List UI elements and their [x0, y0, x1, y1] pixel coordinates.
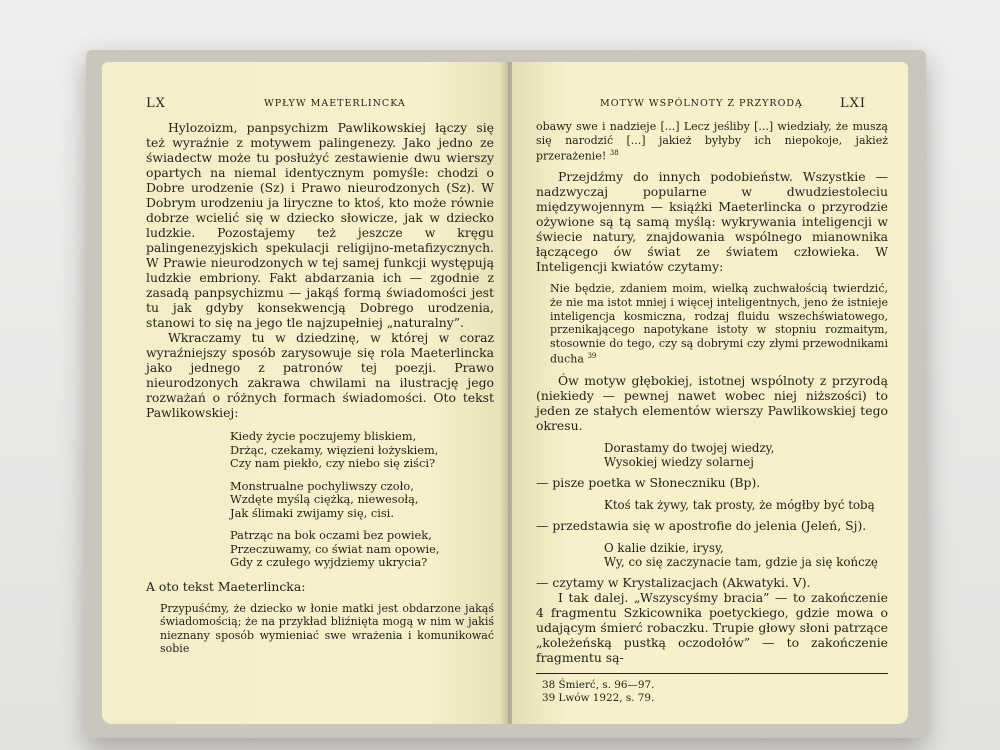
- verse-line: Ktoś tak żywy, tak prosty, że mógłby być tobą: [604, 497, 875, 512]
- stanza: [230, 529, 494, 570]
- right-page: [512, 62, 908, 724]
- stanza: [230, 430, 494, 471]
- left-page-number: LX: [146, 96, 166, 111]
- footnote: 39 Lwów 1922, s. 79.: [542, 691, 655, 704]
- intelligence-quote-text: Nie będzie, zdaniem moim, wielką zuchwałością twierdzić, że nie ma istot mniej i więcej inteligentnych, jeno że istnieje inteligencja kosmiczna, rodzaj fluidu wszechświatowego, przenikającego napotykane istoty w stopniu rozmaitym, stosownie do tego, czy są dobrymi czy złymi przewodnikami ducha: [550, 282, 888, 367]
- verse-attribution: — pisze poetka w Słoneczniku (Bp).: [536, 474, 761, 490]
- quote-continuation: [536, 120, 888, 163]
- verse-line: Wzdęte myślą ciężką, niewesołą,: [230, 492, 419, 506]
- paragraph: Przejdźmy do innych podobieństw. Wszystkie — nadzwyczaj popularne w dwudziestoleciu międzywojennym — książki Maeterlincka o przyrodzie ożywione są tą samą myślą: wykrywania inteligencji w świecie natury, znajdowania wspólnego mianownika łączącego ów świat ze światem człowieka. W Inteligencji kwiatów czytamy:: [536, 169, 888, 275]
- left-running-title: WPŁYW MAETERLINCKA: [264, 98, 406, 109]
- verse-line: Czy nam piekło, czy niebo się ziści?: [230, 456, 436, 470]
- paragraph: I tak dalej. „Wszyscyśmy bracia” — to zakończenie 4 fragmentu Szkicownika poetyckiego, gdzie mowa o udającym śmierć robaczku. Trupie głowy słoni patrzące „koleżeńską pustką oczodołów” — to zakończenie fragmentu są-: [536, 589, 888, 665]
- paragraph: Wkraczamy tu w dziedzinę, w której w coraz wyraźniejszy sposób zarysowuje się rola Maeterlincka jako jednego z patronów tej poezji. Prawo nieurodzonych zakrawa chwilami na ilustrację jego rozważań o różnych formach świadomości. Oto tekst Pawlikowskiej:: [146, 330, 494, 420]
- intelligence-quote: [550, 282, 888, 366]
- verse-line: Przeczuwamy, co świat nam opowie,: [230, 541, 440, 556]
- verse-line: Jak ślimaki zwijamy się, cisi.: [230, 505, 394, 520]
- verse-attribution: — przedstawia się w apostrofie do jelenia (Jeleń, Sj).: [536, 517, 867, 533]
- left-page-header: [146, 98, 488, 114]
- paragraph: Ów motyw głębokiej, istotnej wspólnoty z przyrodą (niekiedy — pewnej nawet wobec niej niższości) to jeden ze stałych elementów wierszy Pawlikowskiej tego okresu.: [536, 372, 888, 433]
- stanza: [230, 480, 494, 521]
- left-page-content: [146, 120, 494, 656]
- verse-attribution: — czytamy w Krystalizacjach (Akwatyki. V).: [536, 574, 811, 590]
- verse-sloneczniki: [604, 441, 888, 469]
- quote-continuation-text: obawy swe i nadzieje [...] Lecz jeśliby [...] wiedziały, że muszą się narodzić [...] jakież byłyby ich niepokoje, jakież przerażenie!: [536, 120, 888, 163]
- verse-krystalizacje: [604, 541, 888, 569]
- left-page: [102, 62, 508, 724]
- verse-line: O kalie dzikie, irysy,: [604, 540, 724, 555]
- verse-line: Patrząc na bok oczami bez powiek,: [230, 528, 432, 542]
- paragraph: Hylozoizm, panpsychizm Pawlikowskiej łączy się też wyraźnie z motywem palingenezy. Jako jedno ze świadectw może tu posłużyć zestawienie dwu wierszy opartych na niemal identycznym pomyśle: chodzi o Dobre urodzenie (Sz) i Prawo nieurodzonych (Sz). W Dobrym urodzeniu ja liryczne to ktoś, kto może równie dobrze wcielić się w dziecko słowicze, jak w dziecko ludzkie. Pozostajemy też jeszcze w kręgu palingenezyjskich spekulacji religijno-metafizycznych. W Prawie nieurodzonych w tej samej funkcji występują ludzkie embriony. Fakt abdarzania ich — zgodnie z zasadą panpsychizmu — jakąś formą świadomości jest tu jak gdyby konsekwencją Dobrego urodzenia, stanowi to się na jego tle najzupełniej „naturalny”.: [146, 120, 494, 330]
- right-running-title: MOTYW WSPÓLNOTY Z PRZYRODĄ: [600, 98, 803, 109]
- footnote: 38 Śmierć, s. 96—97.: [542, 678, 655, 691]
- right-page-header: [536, 98, 866, 114]
- verse-jelen: [604, 498, 888, 512]
- verse-line: Gdy z czułego wyjdziemy ukrycia?: [230, 555, 428, 569]
- poem-pawlikowska: [230, 430, 494, 570]
- verse-line: Drżąc, czekamy, więzieni łożyskiem,: [230, 442, 439, 457]
- verse-line: Wysokiej wiedzy solarnej: [604, 454, 754, 469]
- maeterlinck-quote: Przypuśćmy, że dziecko w łonie matki jest obdarzone jakąś świadomością; że na przykład bliźnięta mogą w nim w jakiś nieznany sposób wymieniać swe wrażenia i komunikować sobie: [160, 601, 494, 656]
- verse-line: Kiedy życie poczujemy bliskiem,: [230, 429, 417, 443]
- right-page-content: [536, 120, 888, 705]
- verse-line: Wy, co się zaczynacie tam, gdzie ja się kończę: [604, 554, 878, 569]
- footnote-rule: [536, 673, 888, 674]
- footnote-mark: 38: [609, 149, 619, 158]
- right-page-number: LXI: [839, 96, 866, 111]
- quote-intro: A oto tekst Maeterlincka:: [146, 578, 306, 594]
- footnote-mark: 39: [587, 352, 597, 361]
- verse-line: Dorastamy do twojej wiedzy,: [604, 440, 775, 455]
- verse-line: Monstrualne pochyliwszy czoło,: [230, 478, 414, 493]
